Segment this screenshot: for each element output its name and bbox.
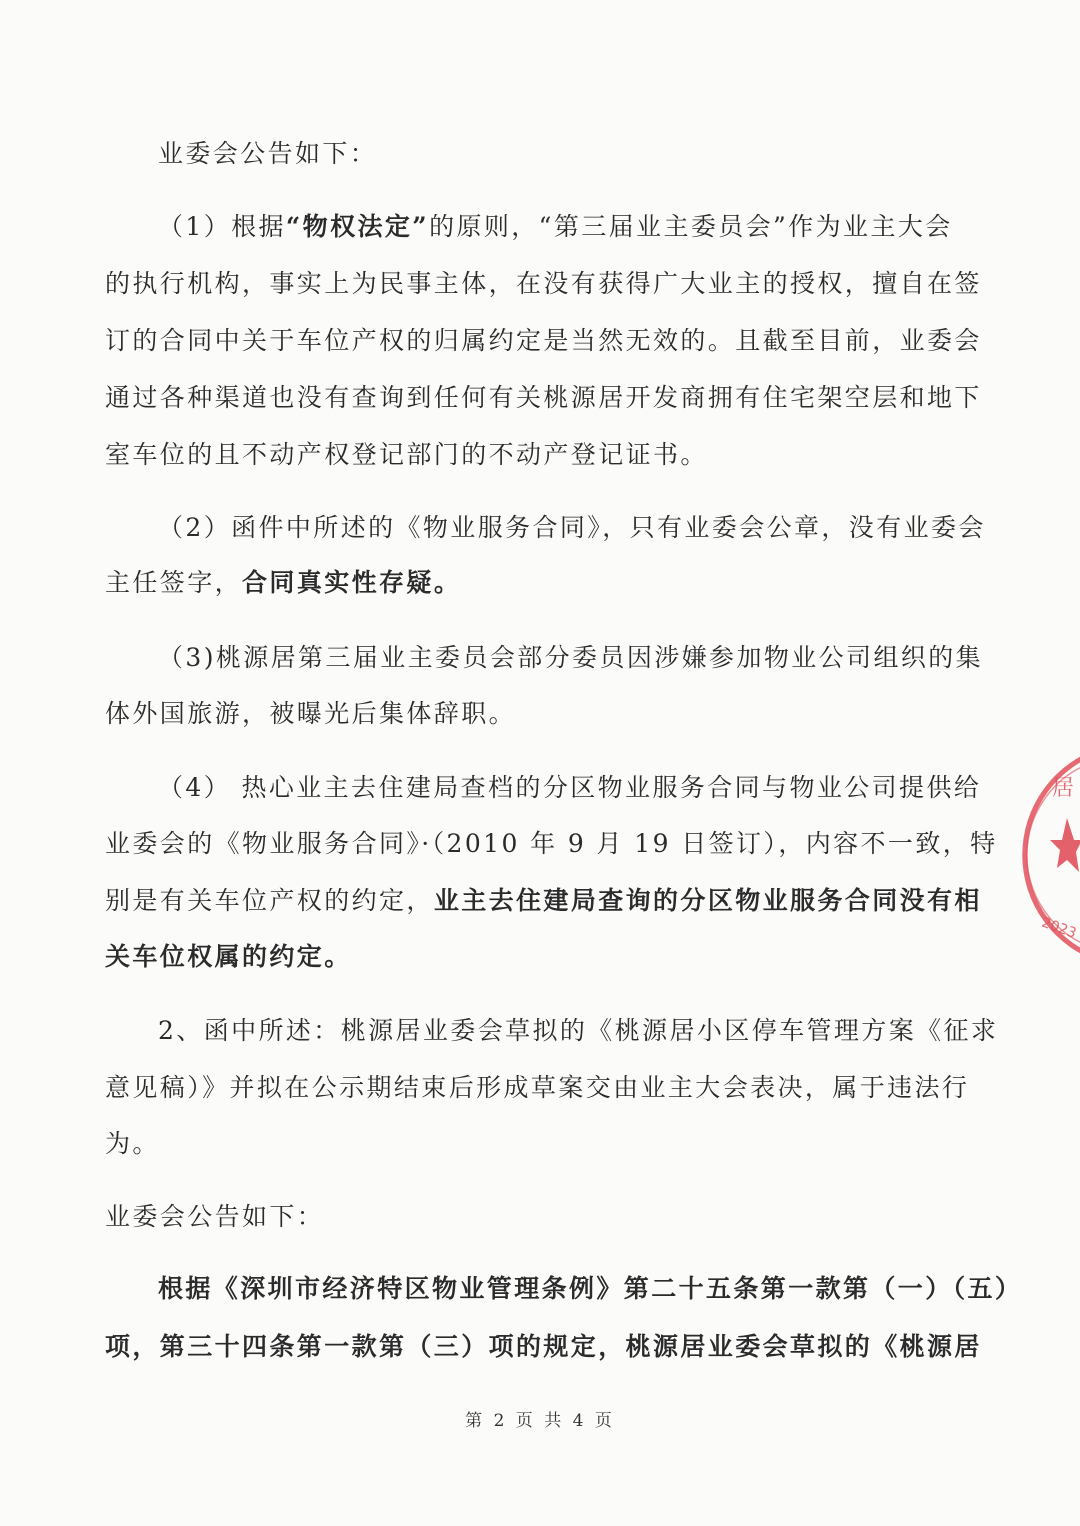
paragraph-line: 2、函中所述：桃源居业委会草拟的《桃源居小区停车管理方案《征求: [158, 1016, 999, 1045]
paragraph-line: 意见稿）》并拟在公示期结束后形成草案交由业主大会表决，属于违法行: [105, 1073, 970, 1102]
paragraph-line: 关车位权属的约定。: [105, 942, 352, 971]
emphasis-text: 业主去住建局查询的分区物业服务合同没有相: [433, 886, 982, 915]
paragraph-line: 通过各种渠道也没有查询到任何有关桃源居开发商拥有住宅架空层和地下: [105, 383, 982, 412]
paragraph-line: 订的合同中关于车位产权的归属约定是当然无效的。且截至目前，业委会: [105, 326, 982, 355]
paragraph-line: 室车位的且不动产权登记部门的不动产登记证书。: [105, 440, 708, 469]
paragraph-line: 主任签字，合同真实性存疑。: [105, 568, 462, 597]
section-heading: 业委会公告如下：: [158, 139, 378, 168]
paragraph-line: 根据《深圳市经济特区物业管理条例》第二十五条第一款第（一）（五）: [158, 1274, 1023, 1303]
emphasis-text: “物权法定”: [285, 212, 430, 241]
emphasis-text: 合同真实性存疑。: [242, 568, 462, 597]
svg-text:居: 居: [1052, 776, 1075, 801]
paragraph-line: （4） 热心业主去住建局查档的分区物业服务合同与物业公司提供给: [158, 773, 982, 802]
paragraph-line: （2）函件中所述的《物业服务合同》，只有业委会公章，没有业委会: [158, 513, 986, 542]
page-number: 第 2 页 共 4 页: [465, 1411, 615, 1431]
paragraph-line: 为。: [105, 1129, 160, 1158]
paragraph-line: 的执行机构，事实上为民事主体，在没有获得广大业主的授权，擅自在签: [105, 269, 982, 298]
paragraph-line: 体外国旅游，被曝光后集体辞职。: [105, 699, 517, 728]
paragraph-line: 业委会的《物业服务合同》·（2010 年 9 月 19 日签订），内容不一致，特: [105, 829, 998, 858]
paragraph-line: 项，第三十四条第一款第（三）项的规定，桃源居业委会草拟的《桃源居: [105, 1332, 982, 1361]
paragraph-line: （3)桃源居第三届业主委员会部分委员因涉嫌参加物业公司组织的集: [158, 643, 984, 672]
official-seal-icon: [1022, 740, 1080, 970]
section-heading: 业委会公告如下：: [105, 1202, 325, 1231]
paragraph-line: （1）根据“物权法定”的原则，“第三届业主委员会”作为业主大会: [158, 212, 953, 241]
paragraph-line: 别是有关车位产权的约定，业主去住建局查询的分区物业服务合同没有相: [105, 886, 982, 915]
svg-text:2023: 2023: [1039, 914, 1079, 942]
